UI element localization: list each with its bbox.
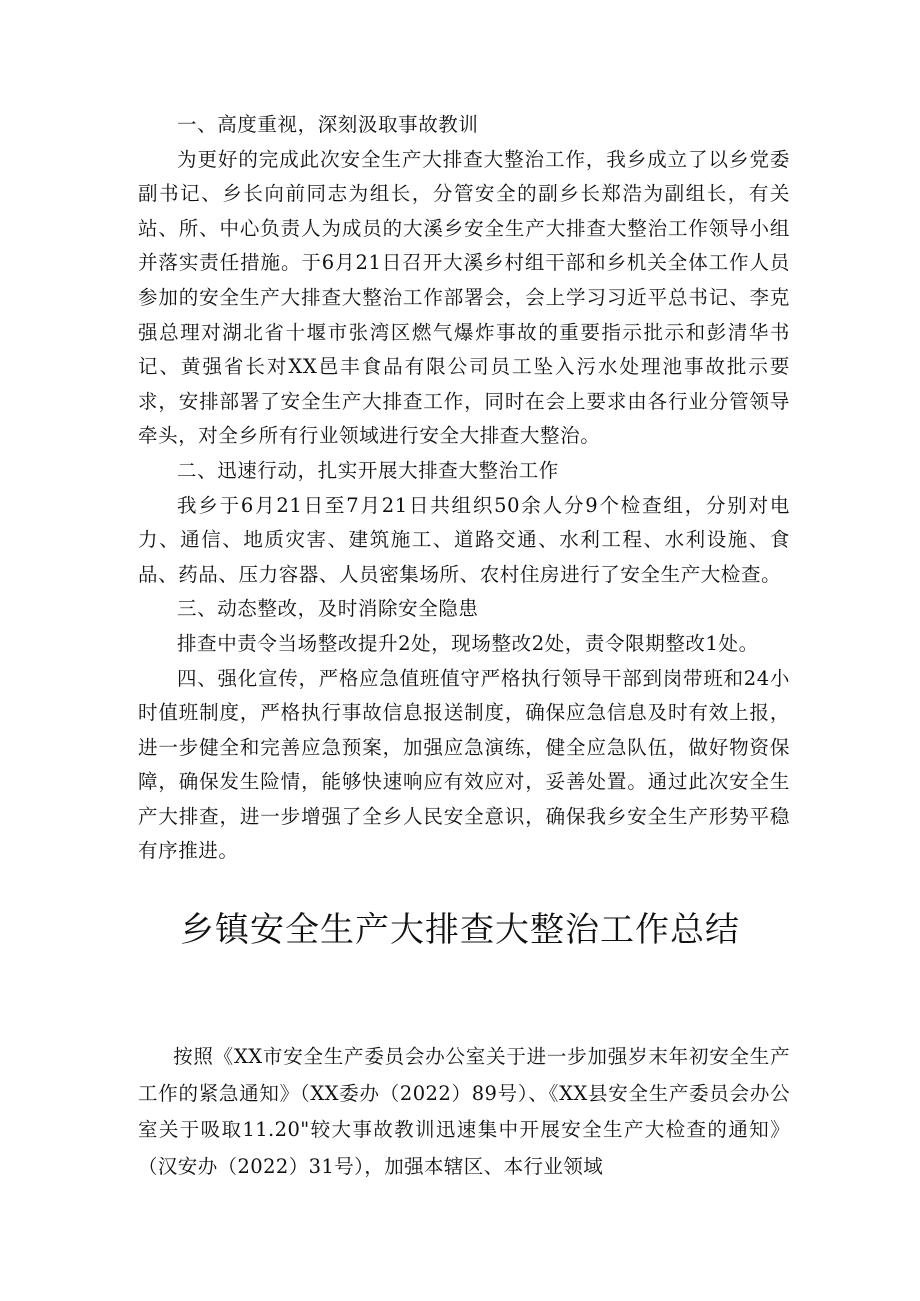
previous-report-section — [138, 108, 790, 869]
paragraph-leadership-group: 为更好的完成此次安全生产大排查大整治工作，我乡成立了以乡党委副书记、乡长向前同志为组长，分管安全的副乡长郑浩为副组长，有关站、所、中心负责人为成员的大溪乡安全生产大排查大整治工作领导小组并落实责任措施。于6月21日召开大溪乡村组干部和乡机关全体工作人员参加的安全生产大排查大整治工作部署会，会上学习习近平总书记、李克强总理对湖北省十堰市张湾区燃气爆炸事故的重要指示批示和彭清华书记、黄强省长对XX邑丰食品有限公司员工坠入污水处理池事故批示要求，安排部署了安全生产大排查工作，同时在会上要求由各行业分管领导牵头，对全乡所有行业领域进行安全大排查大整治。 — [138, 147, 790, 448]
paragraph-publicity: 四、强化宣传，严格应急值班值守严格执行领导干部到岗带班和24小时值班制度，严格执行事故信息报送制度，确保应急信息及时有效上报，进一步健全和完善应急预案，加强应急演练，健全应急队伍，做好物资保障，确保发生险情，能够快速响应有效应对，妥善处置。通过此次安全生产大排查，进一步增强了全乡人民安全意识，确保我乡安全生产形势平稳有序推进。 — [138, 666, 790, 863]
intro-paragraph: 按照《XX市安全生产委员会办公室关于进一步加强岁末年初安全生产工作的紧急通知》（XX委办（2022）89号）、《XX县安全生产委员会办公室关于吸取11.20"较大事故教训迅速集中开展安全生产大检查的通知》（汉安办（2022）31号），加强本辖区、本行业领域 — [138, 1045, 790, 1178]
document-title: 乡镇安全生产大排查大整治工作总结 — [180, 910, 740, 950]
section-heading-3: 三、动态整改，及时消除安全隐患 — [177, 597, 479, 621]
section-heading-2: 二、迅速行动，扎实开展大排查大整治工作 — [177, 458, 559, 482]
paragraph-rectification: 排查中责令当场整改提升2处，现场整改2处，责令限期整改1处。 — [177, 631, 759, 655]
section-heading-1: 一、高度重视，深刻汲取事故教训 — [177, 113, 479, 136]
paragraph-inspection-groups: 我乡于6月21日至7月21日共组织50余人分9个检查组，分别对电力、通信、地质灾害、建筑施工、道路交通、水利工程、水利设施、食品、药品、压力容器、人员密集场所、农村住房进行了安全生产大检查。 — [138, 493, 790, 586]
intro-section — [138, 1039, 790, 1185]
